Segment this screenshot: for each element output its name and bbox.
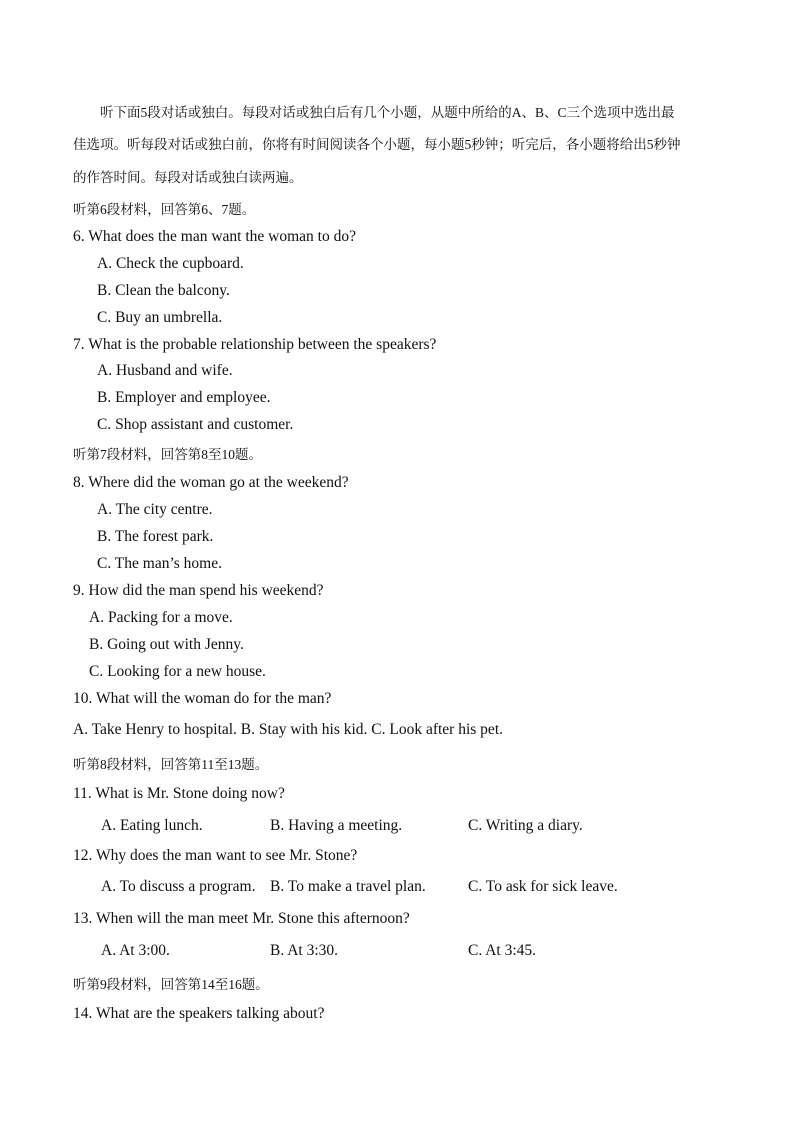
answer-options-line: A. Take Henry to hospital. B. Stay with his kid. C. Look after his pet. [73, 721, 503, 738]
question-stem: 12. Why does the man want to see Mr. Stone? [73, 847, 358, 864]
answer-option: C. At 3:45. [468, 942, 537, 959]
answer-option: C. Writing a diary. [468, 817, 583, 834]
instructions-line-1: 听下面5段对话或独白。每段对话或独白后有几个小题，从题中所给的A、B、C三个选项中选出最 [100, 105, 675, 120]
question-stem: 7. What is the probable relationship between the speakers? [73, 336, 437, 353]
answer-option: C. Shop assistant and customer. [97, 416, 294, 433]
answer-option: B. Employer and employee. [97, 389, 271, 406]
answer-option: A. Husband and wife. [97, 362, 233, 379]
section-heading: 听第8段材料，回答第11至13题。 [73, 757, 269, 772]
instructions-line-2: 佳选项。听每段对话或独白前，你将有时间阅读各个小题，每小题5秒钟；听完后，各小题将给出5秒钟 [73, 137, 681, 152]
answer-option: A. At 3:00. [101, 942, 170, 959]
question-stem: 10. What will the woman do for the man? [73, 690, 332, 707]
answer-option: B. To make a travel plan. [270, 878, 426, 895]
question-stem: 9. How did the man spend his weekend? [73, 582, 324, 599]
answer-option: C. The man’s home. [97, 555, 222, 572]
answer-option: A. To discuss a program. [101, 878, 256, 895]
answer-option: C. To ask for sick leave. [468, 878, 618, 895]
answer-option: A. Packing for a move. [89, 609, 233, 626]
question-stem: 11. What is Mr. Stone doing now? [73, 785, 285, 802]
answer-option: A. Check the cupboard. [97, 255, 244, 272]
section-heading: 听第7段材料，回答第8至10题。 [73, 447, 262, 462]
section-heading: 听第6段材料，回答第6、7题。 [73, 202, 256, 217]
section-heading: 听第9段材料，回答第14至16题。 [73, 977, 269, 992]
question-stem: 13. When will the man meet Mr. Stone this afternoon? [73, 910, 410, 927]
answer-option: B. The forest park. [97, 528, 214, 545]
instructions-line-3: 的作答时间。每段对话或独白读两遍。 [73, 170, 303, 185]
question-stem: 6. What does the man want the woman to do? [73, 228, 356, 245]
answer-option: C. Buy an umbrella. [97, 309, 223, 326]
answer-option: B. Having a meeting. [270, 817, 403, 834]
answer-option: A. Eating lunch. [101, 817, 203, 834]
answer-option: B. At 3:30. [270, 942, 339, 959]
answer-option: B. Clean the balcony. [97, 282, 230, 299]
question-stem: 14. What are the speakers talking about? [73, 1005, 325, 1022]
answer-option: A. The city centre. [97, 501, 213, 518]
answer-option: C. Looking for a new house. [89, 663, 266, 680]
answer-option: B. Going out with Jenny. [89, 636, 244, 653]
question-stem: 8. Where did the woman go at the weekend? [73, 474, 349, 491]
